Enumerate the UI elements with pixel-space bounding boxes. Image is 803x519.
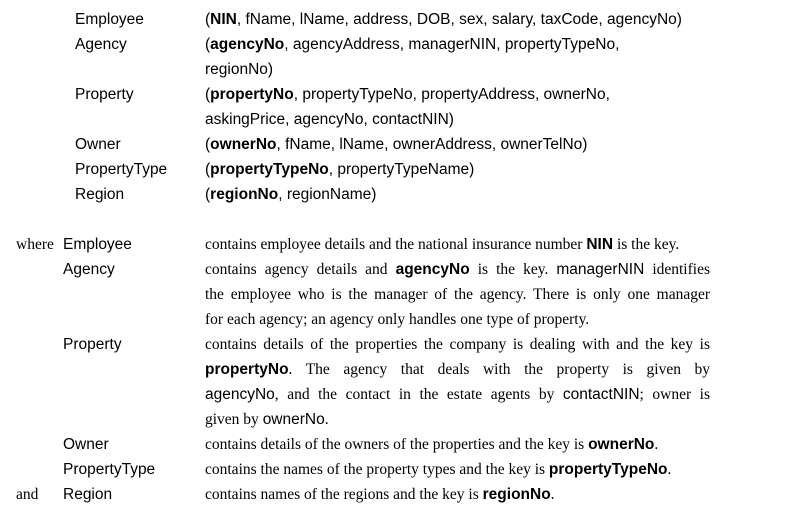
description-text: contains employee details and the national insurance number: [205, 236, 587, 253]
description-relation-name: Employee: [63, 236, 132, 253]
schema-text: (: [205, 36, 211, 53]
key-attribute: propertyTypeNo: [210, 161, 329, 178]
description-text: given by: [205, 411, 263, 428]
description-relation-name: PropertyType: [63, 461, 156, 478]
schema-text: , regionName): [278, 186, 377, 203]
schema-relation-name: Region: [75, 186, 125, 203]
description-text: contains names of the regions and the key is: [205, 486, 483, 503]
key-attribute: regionNo: [210, 186, 279, 203]
description-relation-name: Owner: [63, 436, 109, 453]
description-line: [205, 285, 710, 305]
attribute-name: managerNIN: [556, 261, 645, 278]
schema-text: , fName, lName, address, DOB, sex, salary, taxCode, agencyNo): [236, 11, 682, 28]
key-attribute: propertyTypeNo: [548, 461, 668, 478]
description-text: contains details of the properties the company is dealing with and the key is: [205, 336, 710, 353]
description-text: .: [654, 436, 659, 453]
schema-text: (: [205, 186, 211, 203]
schema-relation-name: Property: [75, 86, 134, 103]
description-text: for each agency; an agency only handles one type of property.: [205, 311, 590, 328]
schema-attribute-list: [205, 85, 610, 105]
description-text: . The agency that deals with the property is given by: [288, 361, 710, 378]
schema-attribute-list: [205, 10, 682, 30]
description-text: is the key.: [469, 261, 557, 278]
key-attribute: NIN: [210, 11, 237, 28]
description-connector: where: [16, 236, 54, 253]
schema-text: , propertyTypeNo, propertyAddress, ownerNo,: [293, 86, 610, 103]
schema-relation-name: Employee: [75, 11, 144, 28]
description-text: .: [667, 461, 672, 478]
description-text: the employee who is the manager of the agency. There is only one manager: [205, 286, 710, 303]
schema-attribute-list: [205, 110, 454, 130]
schema-attribute-list: [205, 35, 619, 55]
key-attribute: propertyNo: [210, 86, 294, 103]
description-text: is the key.: [613, 236, 680, 253]
schema-relation-name: PropertyType: [75, 161, 168, 178]
description-line: [205, 360, 710, 380]
schema-relation-name: Agency: [75, 36, 127, 53]
description-relation-name: Property: [63, 336, 122, 353]
description-text: , and the contact in the estate agents by: [274, 386, 563, 403]
key-attribute: NIN: [586, 236, 614, 253]
schema-attribute-list: [205, 160, 474, 180]
schema-text: , agencyAddress, managerNIN, propertyTypeNo,: [284, 36, 620, 53]
description-text: .: [324, 411, 329, 428]
description-line: [205, 410, 329, 430]
key-attribute: ownerNo: [210, 136, 277, 153]
schema-text: , fName, lName, ownerAddress, ownerTelNo): [276, 136, 588, 153]
key-attribute: regionNo: [482, 486, 551, 503]
schema-text: askingPrice, agencyNo, contactNIN): [205, 111, 454, 128]
schema-attribute-list: [205, 60, 273, 80]
description-text: contains the names of the property types and the key is: [205, 461, 549, 478]
description-text: identifies: [644, 261, 710, 278]
description-line: [205, 485, 555, 505]
schema-text: , propertyTypeName): [328, 161, 475, 178]
key-attribute: propertyNo: [205, 361, 289, 378]
schema-text: (: [205, 136, 211, 153]
schema-text: (: [205, 161, 211, 178]
schema-relation-name: Owner: [75, 136, 121, 153]
attribute-name: contactNIN: [562, 386, 640, 403]
attribute-name: agencyNo: [205, 386, 275, 403]
attribute-name: ownerNo: [262, 411, 325, 428]
schema-text: (: [205, 86, 211, 103]
description-line: [205, 335, 710, 355]
description-line: [205, 435, 658, 455]
description-line: [205, 310, 589, 330]
key-attribute: agencyNo: [210, 36, 285, 53]
schema-attribute-list: [205, 135, 587, 155]
key-attribute: ownerNo: [588, 436, 655, 453]
description-relation-name: Agency: [63, 261, 115, 278]
description-text: .: [550, 486, 555, 503]
key-attribute: agencyNo: [395, 261, 470, 278]
description-line: [205, 260, 710, 280]
schema-text: regionNo): [205, 61, 274, 78]
description-relation-name: Region: [63, 486, 113, 503]
description-text: ; owner is: [639, 386, 710, 403]
schema-text: (: [205, 11, 211, 28]
description-line: [205, 235, 679, 255]
description-connector: and: [16, 486, 39, 503]
description-text: contains agency details and: [205, 261, 396, 278]
description-text: contains details of the owners of the properties and the key is: [205, 436, 589, 453]
description-line: [205, 460, 671, 480]
schema-attribute-list: [205, 185, 376, 205]
description-line: [205, 385, 710, 405]
